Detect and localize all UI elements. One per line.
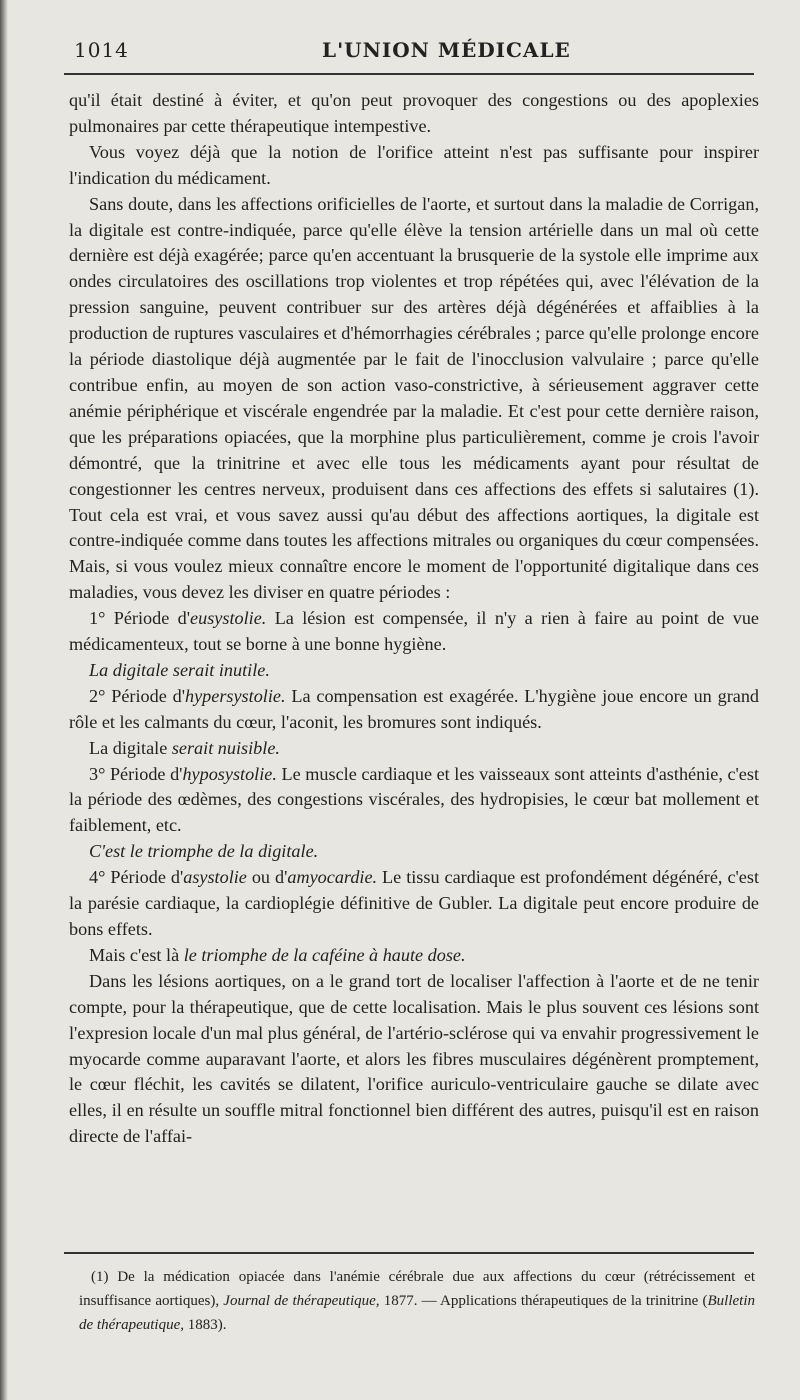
running-head: L'UNION MÉDICALE (322, 38, 571, 62)
paragraph-aortic-affections: Sans doute, dans les affections orificielles de l'aorte, et surtout dans la maladie de Corrigan, la digitale est contre-indiquée, parce qu'elle élève la tension artérielle dans un mal où cette dernière est déjà exagérée; parce qu'en accentuant la brusquerie de la systole elle imprime aux ondes circulatoires des oscillations trop violentes et trop répétées qui, avec l'élévation de la pression sanguine, peuvent contribuer sur des artères déjà dégénérées et affaiblies à la production de ruptures vasculaires et d'hémorrhagies cérébrales ; parce qu'elle prolonge encore la période diastolique déjà augmentée par le fait de l'inocclusion valvulaire ; parce qu'elle contribue enfin, au moyen de son action vaso-constrictive, à sérieusement aggraver cette anémie périphérique et viscérale engendrée par la maladie. Et c'est pour cette dernière raison, que les préparations opiacées, que la morphine plus particulièrement, comme je crois l'avoir démontré, que la trinitrine et avec elle tous les médicaments ayant pour résultat de congestionner les centres nerveux, produisent dans ces affections des effets si salutaires (1). Tout cela est vrai, et vous savez aussi qu'au début des affections aortiques, la digitale est contre-indiquée comme dans toutes les affections mitrales ou organiques du cœur compensées. Mais, si vous voulez mieux connaître encore le moment de l'opportunité digitalique dans ces maladies, vous devez les diviser en quatre périodes : (69, 193, 759, 603)
body-text (69, 88, 759, 1150)
paragraph-period-4: 4° Période d'asystolie ou d'amyocardie. Le tissu cardiaque est profondément dégénéré, c'est la parésie cardiaque, la cardioplégie définitive de Gubler. La digitale peut encore produire de bons effets. (69, 867, 759, 939)
footnote (79, 1265, 755, 1337)
paragraph-period-2: 2° Période d'hypersystolie. La compensation est exagérée. L'hygiène joue encore un grand rôle et les calmants du cœur, l'aconit, les bromures sont indiqués. (69, 685, 760, 732)
paragraph-period-2-conclusion: La digitale serait nuisible. (89, 737, 280, 758)
paragraph-period-4-conclusion: Mais c'est là le triomphe de la caféine à haute dose. (89, 944, 466, 965)
paragraph-period-3: 3° Période d'hyposystolie. Le muscle cardiaque et les vaisseaux sont atteints d'asthénie, c'est la période des œdèmes, des congestions viscérales, des hydropisies, le cœur bat mollement et faiblement, etc. (69, 763, 759, 836)
paragraph-period-1: 1° Période d'eusystolie. La lésion est compensée, il n'y a rien à faire au point de vue médicamenteux, tout se borne à une bonne hygiène. (69, 608, 759, 655)
footnote-1: (1) De la médication opiacée dans l'anémie cérébrale due aux affections du cœur (rétrécissement et insuffisance aortiques), Journal de thérapeutique, 1877. — Applications thérapeutiques de la trinitrine (Bulletin de thérapeutique, 1883). (79, 1269, 755, 1333)
page-number: 1014 (74, 38, 129, 62)
footnote-rule (64, 1252, 754, 1254)
paragraph-period-1-conclusion: La digitale serait inutile. (89, 659, 270, 680)
page-edge-shadow (0, 0, 8, 1400)
paragraph-period-3-conclusion: C'est le triomphe de la digitale. (89, 841, 319, 862)
paragraph-orifice-notion: Vous voyez déjà que la notion de l'orifice atteint n'est pas suffisante pour inspirer l'indication du médicament. (69, 141, 759, 188)
header-rule (64, 73, 754, 75)
paragraph-aortic-lesions: Dans les lésions aortiques, on a le grand tort de localiser l'affection à l'aorte et de ne tenir compte, pour la thérapeutique, que de cette localisation. Mais le plus souvent ces lésions sont l'expresion locale d'un mal plus général, de l'artério-sclérose qui va envahir progressivement le myocarde comme auparavant l'aorte, et alors les fibres musculaires dégénèrent promptement, le cœur fléchit, les cavités se dilatent, l'orifice auriculo-ventriculaire gauche se dilate avec elles, il en résulte un souffle mitral fonctionnel bien différent des autres, puisqu'il est en raison directe de l'affai- (69, 970, 759, 1147)
paragraph-continuation: qu'il était destiné à éviter, et qu'on peut provoquer des congestions ou des apoplexies pulmonaires par cette thérapeutique intempestive. (69, 90, 759, 136)
